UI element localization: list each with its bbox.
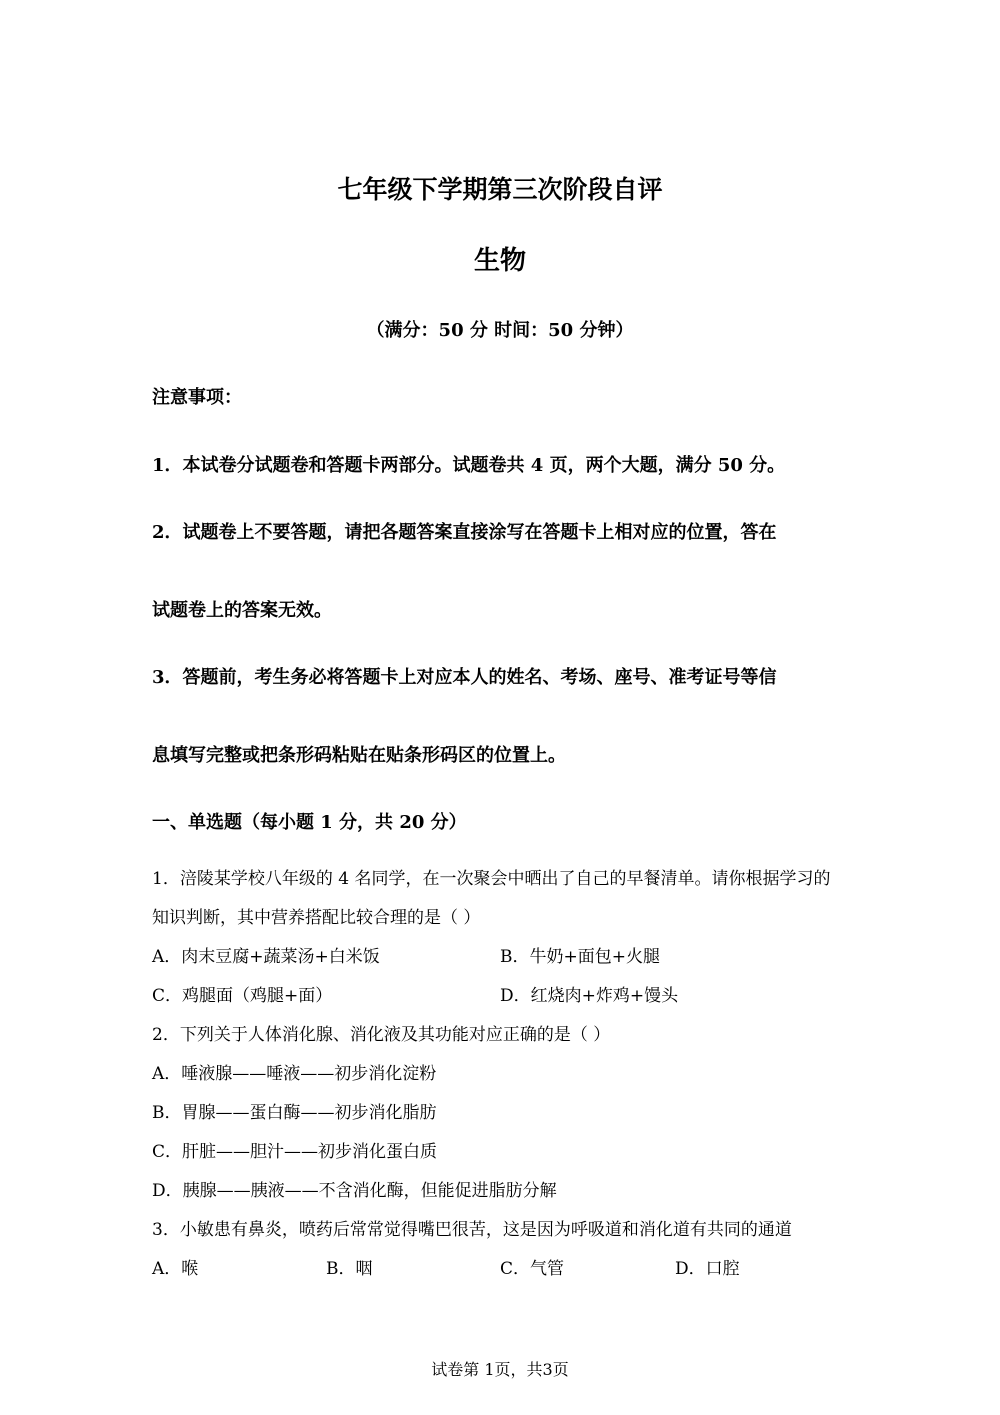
question-2-option-d: D．胰腺——胰液——不含消化酶，但能促进脂肪分解 <box>152 1181 557 1201</box>
section-heading-single-choice: 一、单选题（每小题 1 分，共 20 分） <box>152 812 467 833</box>
note-item-1: 1．本试卷分试题卷和答题卡两部分。试题卷共 4 页，两个大题，满分 50 分。 <box>152 455 786 476</box>
question-1-stem-line-2: 知识判断，其中营养搭配比较合理的是（ ） <box>152 908 481 928</box>
question-1-option-c: C．鸡腿面（鸡腿+面） <box>152 986 333 1006</box>
page-footer: 试卷第 1页，共3页 <box>431 1360 569 1379</box>
note-item-3-line-2: 息填写完整或把条形码粘贴在贴条形码区的位置上。 <box>152 745 566 766</box>
question-3-option-a: A．喉 <box>152 1259 199 1279</box>
question-2-option-c: C．肝脏——胆汁——初步消化蛋白质 <box>152 1142 438 1162</box>
note-item-2-line-2: 试题卷上的答案无效。 <box>152 600 332 621</box>
exam-title: 七年级下学期第三次阶段自评 <box>337 175 663 204</box>
question-1-stem-line-1: 1．涪陵某学校八年级的 4 名同学，在一次聚会中晒出了自己的早餐清单。请你根据学习的 <box>152 869 831 889</box>
question-3-option-b: B．咽 <box>326 1259 373 1279</box>
question-1-option-d: D．红烧肉+炸鸡+馒头 <box>500 986 679 1006</box>
question-3-option-c: C．气管 <box>500 1259 565 1279</box>
question-2-stem: 2．下列关于人体消化腺、消化液及其功能对应正确的是（ ） <box>152 1025 611 1045</box>
question-2-option-b: B．胃腺——蛋白酶——初步消化脂肪 <box>152 1103 437 1123</box>
note-item-3-line-1: 3．答题前，考生务必将答题卡上对应本人的姓名、考场、座号、准考证号等信 <box>152 667 777 688</box>
question-3-stem: 3．小敏患有鼻炎，喷药后常常觉得嘴巴很苦，这是因为呼吸道和消化道有共同的通道 <box>152 1220 792 1240</box>
question-1-option-b: B．牛奶+面包+火腿 <box>500 947 660 967</box>
note-item-2-line-1: 2．试题卷上不要答题，请把各题答案直接涂写在答题卡上相对应的位置，答在 <box>152 522 777 543</box>
notes-heading: 注意事项： <box>152 387 242 408</box>
question-1-option-a: A．肉末豆腐+蔬菜汤+白米饭 <box>152 947 380 967</box>
subject-title: 生物 <box>473 246 526 276</box>
question-2-option-a: A．唾液腺——唾液——初步消化淀粉 <box>152 1064 437 1084</box>
score-time-info: （满分：50 分 时间：50 分钟） <box>366 320 634 341</box>
question-3-option-d: D．口腔 <box>675 1259 740 1279</box>
